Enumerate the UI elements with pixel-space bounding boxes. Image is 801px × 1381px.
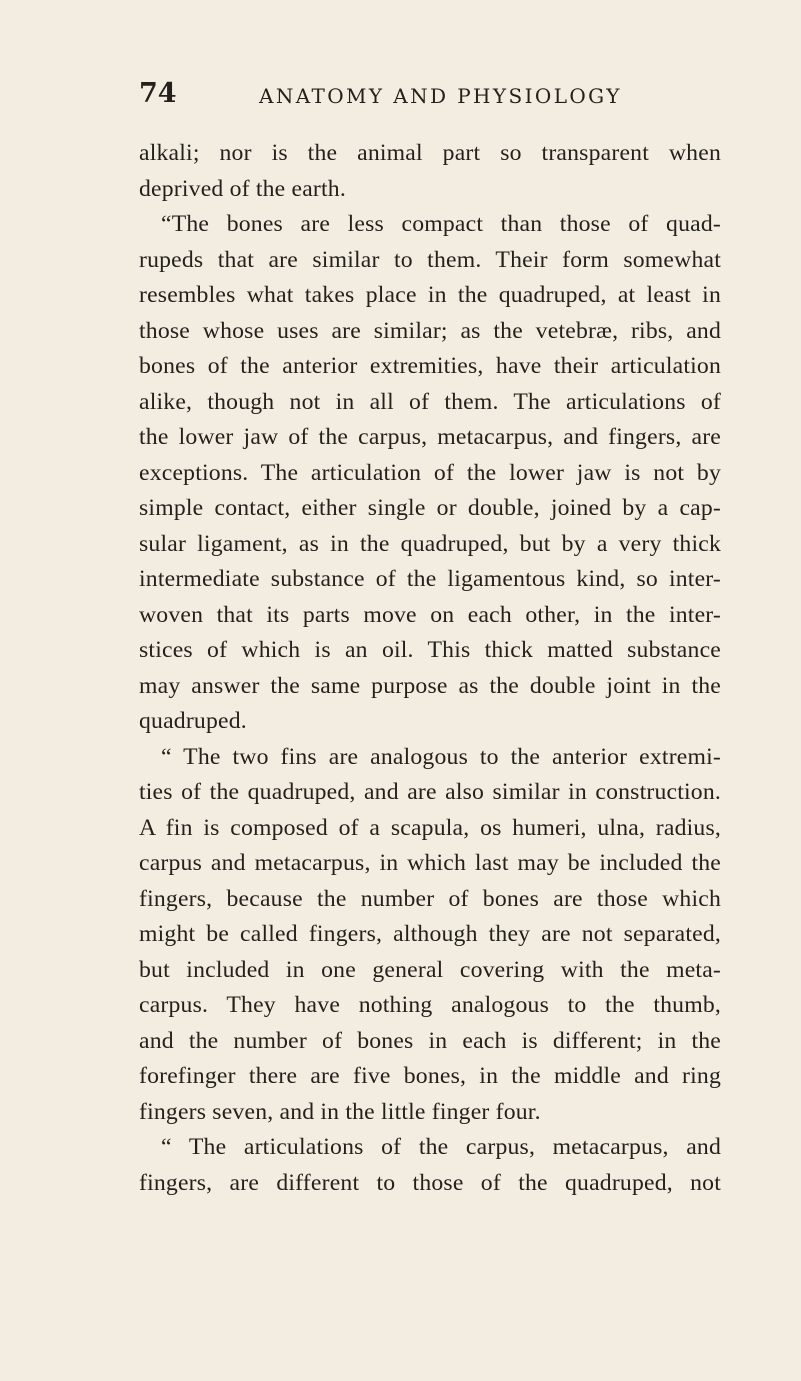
text-line: the lower jaw of the carpus, metacarpus, and fingers, are [139, 424, 721, 450]
running-title: ANATOMY AND PHYSIOLOGY [259, 84, 622, 108]
text-line: carpus and metacarpus, in which last may be included the [139, 850, 721, 876]
text-line: alike, though not in all of them. The articulations of [139, 388, 721, 415]
text-line: deprived of the earth. [139, 175, 346, 202]
text-line: “The bones are less compact than those of quad- [161, 211, 721, 237]
text-line: sular ligament, as in the quadruped, but by a very thick [139, 530, 721, 557]
text-line: forefinger there are five bones, in the middle and ring [139, 1063, 721, 1089]
text-line: and the number of bones in each is different; in the [139, 1027, 721, 1054]
text-line: A fin is composed of a scapula, os humeri, ulna, radius, [139, 814, 721, 841]
text-line: carpus. They have nothing analogous to the thumb, [139, 992, 721, 1018]
text-line: fingers, are different to those of the quadruped, not [139, 1169, 721, 1196]
text-line: woven that its parts move on each other, in the inter- [139, 601, 721, 628]
text-line: but included in one general covering with the meta- [139, 956, 721, 983]
text-line: “ The articulations of the carpus, metacarpus, and [161, 1134, 721, 1160]
text-line: may answer the same purpose as the double joint in the [139, 672, 721, 699]
page-number: 74 [139, 78, 177, 109]
text-line: bones of the anterior extremities, have their articulation [139, 353, 721, 379]
text-line: exceptions. The articulation of the lower jaw is not by [139, 459, 721, 486]
text-line: intermediate substance of the ligamentous kind, so inter- [139, 566, 721, 592]
text-line: quadruped. [139, 708, 247, 734]
text-line: those whose uses are similar; as the vetebræ, ribs, and [139, 317, 721, 344]
text-line: “ The two fins are analogous to the anterior extremi- [161, 743, 721, 770]
text-line: rupeds that are similar to them. Their form somewhat [139, 246, 721, 273]
text-line: might be called fingers, although they are not separated, [139, 921, 721, 947]
text-line: simple contact, either single or double, joined by a cap- [139, 495, 721, 521]
text-line: fingers, because the number of bones are those which [139, 885, 721, 912]
text-line: ties of the quadruped, and are also similar in construction. [139, 779, 721, 805]
page-body [139, 136, 721, 1201]
page-header [139, 78, 721, 110]
text-line: resembles what takes place in the quadruped, at least in [139, 282, 721, 308]
text-line: fingers seven, and in the little finger four. [139, 1098, 541, 1125]
text-line: stices of which is an oil. This thick matted substance [139, 637, 721, 663]
text-line: alkali; nor is the animal part so transparent when [139, 140, 721, 166]
